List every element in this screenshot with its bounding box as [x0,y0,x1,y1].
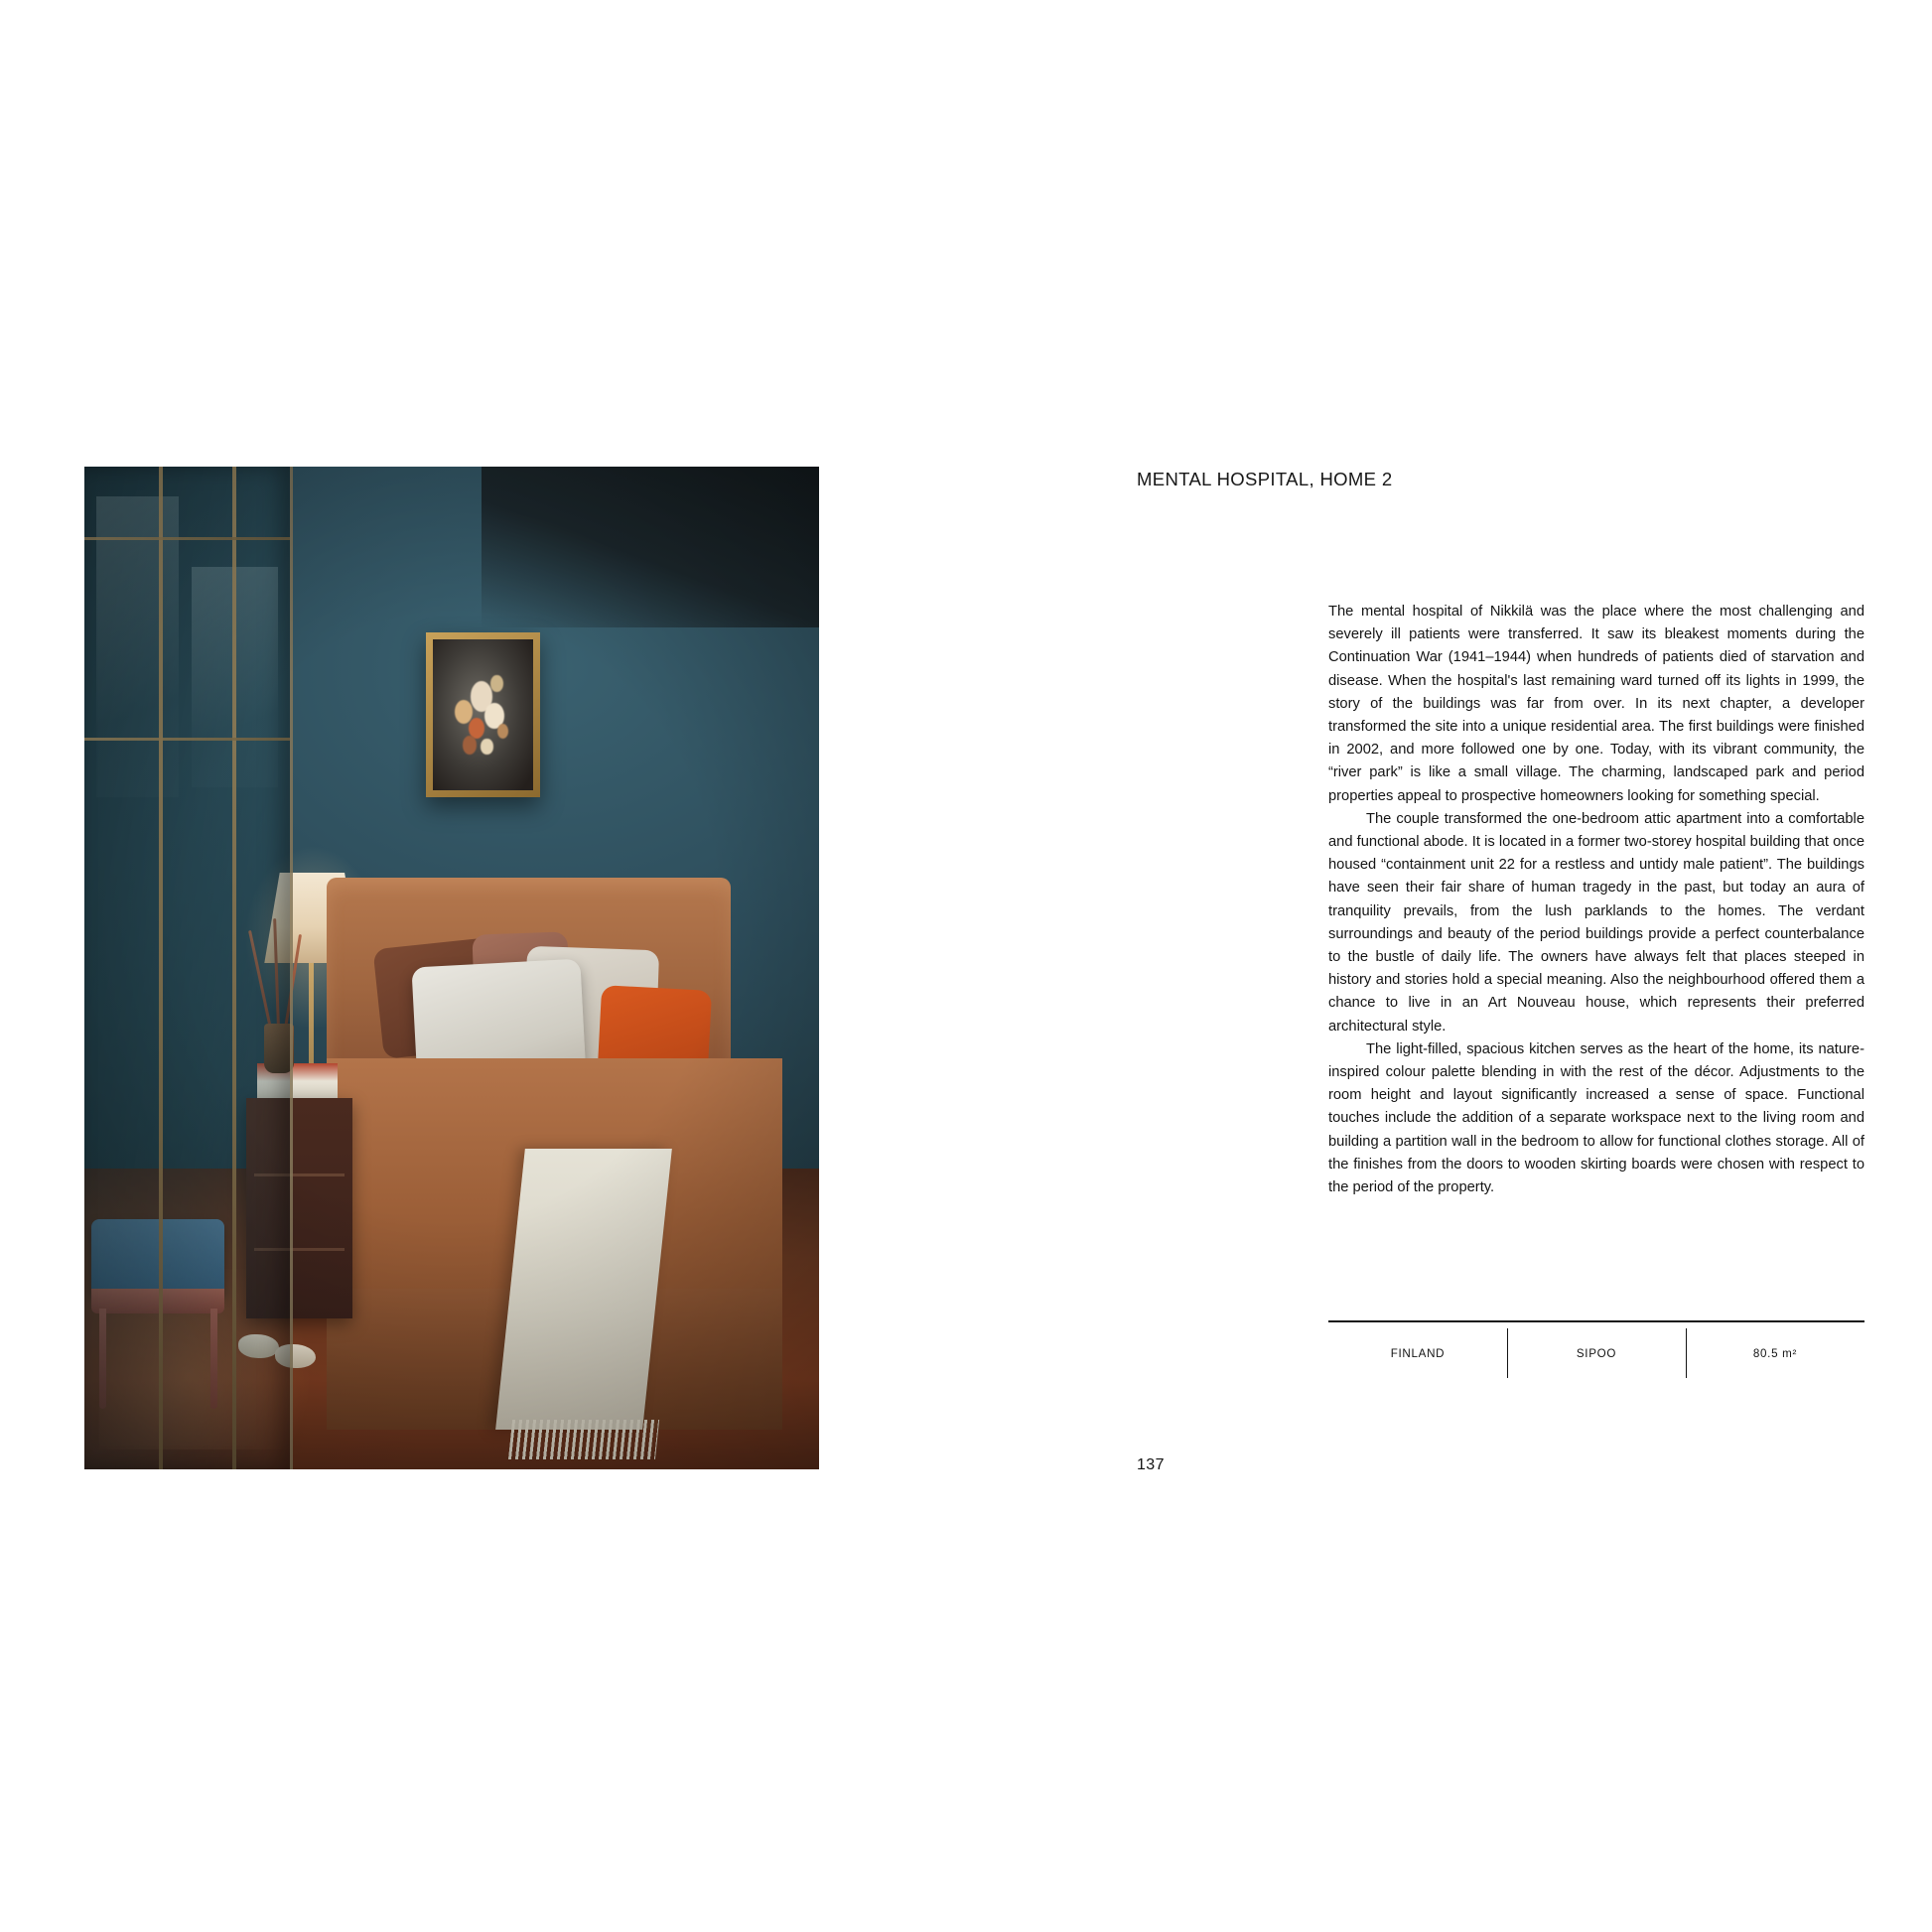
meta-area: 80.5 m² [1686,1322,1864,1384]
text-page [1112,0,1896,1932]
body-paragraph-2: The couple transformed the one-bedroom attic apartment into a comfortable and functional abode. It is located in a former two-storey hospital building that once housed “containment unit 22 for a restless and untidy male patient”. The buildings have seen their fair share of human tragedy in the past, but today an aura of tranquility prevails, from the lush parklands to the homes. The verdant surroundings and beauty of the period buildings provide a perfect counterbalance to the bustle of daily life. The owners have always felt that places steeped in history and stories hold a special meaning. Also the neighbourhood offered them a chance to live in an Art Nouveau house, which represents their preferred architectural style. [1328,810,1864,1035]
body-text [1328,601,1864,1199]
painting-canvas [433,639,533,791]
page-number: 137 [1137,1456,1165,1473]
meta-city: SIPOO [1507,1322,1686,1384]
throw-fringe [508,1420,659,1459]
partition-mullion-vertical [159,467,163,1469]
partition-mullion-horizontal [84,537,290,540]
glass-partition [84,467,293,1469]
photo-page [84,467,819,1469]
meta-row [1328,1322,1864,1384]
meta-country: FINLAND [1390,1346,1446,1360]
framed-flower-painting [426,632,540,798]
glass-reflection [96,496,179,797]
body-paragraph-1: The mental hospital of Nikkilä was the place where the most challenging and severely ill patients were transferred. It saw its bleakest moments during the Continuation War (1941–1944) when hundreds of patients died of starvation and disease. When the hospital's last remaining ward turned off its lights in 1999, the story of the buildings was far from over. In its next chapter, a developer transformed the site into a unique residential area. The first buildings were finished in 2002, and more followed one by one. Today, with its vibrant community, the “river park” is like a small village. The charming, landscaped park and period properties appeal to prospective homeowners looking for something special. [1328,604,1864,804]
bedroom-photograph [84,467,819,1469]
photo-scene [84,467,819,1469]
running-head: MENTAL HOSPITAL, HOME 2 [1137,469,1393,489]
partition-mullion-vertical [232,467,236,1469]
throw-blanket [495,1149,672,1430]
body-paragraph-3: The light-filled, spacious kitchen serves as the heart of the home, its nature-inspired colour palette blending in with the rest of the décor. Adjustments to the room height and layout significantly increased a sense of space. Functional touches include the addition of a separate workspace next to the living room and building a partition wall in the bedroom to allow for functional clothes storage. All of the finishes from the doors to wooden skirting boards were chosen with respect to the period of the property. [1328,1040,1864,1196]
partition-mullion-horizontal [84,738,290,741]
ceiling-slope [482,467,819,627]
project-meta [1328,1320,1864,1384]
